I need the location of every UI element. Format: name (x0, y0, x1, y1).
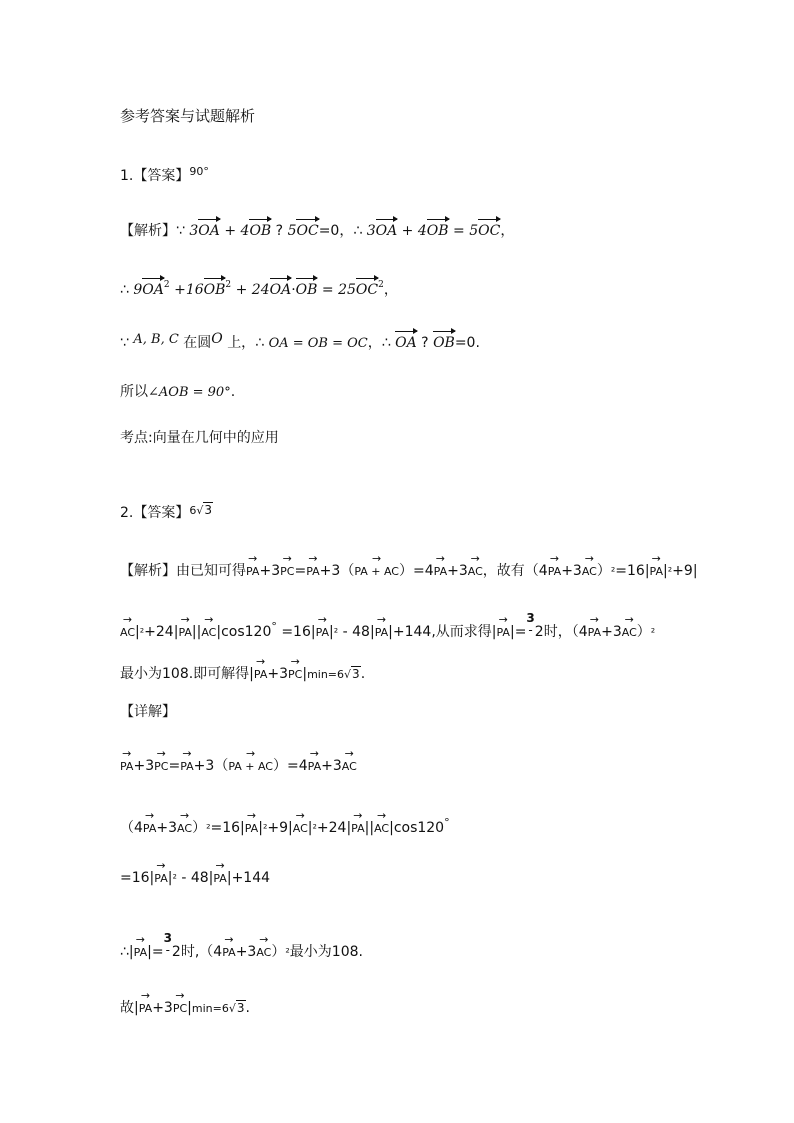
q1-analysis-line3: ∵ A, B, C 在圆O 上，∴ OA = OB = OC，∴ OA ? OB=0. (120, 331, 480, 351)
q2-final: 故|→ PA+3→ PC|min=6√3. (120, 998, 250, 1019)
vector-ob: OB (249, 219, 271, 241)
q1-conclusion: 所以∠AOB = 90°. (120, 384, 236, 400)
q1-kaodian: 考点:向量在几何中的应用 (120, 430, 279, 446)
q2-answer-line: 2.【答案】$^{6√}$3 (120, 503, 213, 521)
vector-oa: OA (198, 219, 220, 241)
page-title: 参考答案与试题解析 (120, 107, 256, 125)
q2-analysis-line1: 【解析】由已知可得→ PA+3→ PC=→ PA+3（→ PA + AC）=4→ PA+3→ AC，故有（4→ PA+3→ AC）²=16|→ PA|²+9| (120, 561, 698, 582)
q2-xiangjie: 【详解】 (120, 704, 176, 720)
q1-answer-line: 1.【答案】$^{90^\circ}$ (120, 165, 209, 184)
q2-detail-line3: =16|→ PA|² - 48|→ PA|+144 (120, 868, 270, 889)
q1-answer-value: 90° (189, 165, 209, 178)
vector-oc: OC (296, 219, 318, 241)
q2-analysis-line2: → AC|²+24|→ PA||→ AC|cos120° =16|→ PA|² - 48|→ PA|+144,从而求得|→ PA|= 3 - 2时，（4→ PA+3→ AC）² (120, 617, 655, 644)
q2-detail-line1: → PA+3→ PC=→ PA+3（→ PA + AC）=4→ PA+3→ AC (120, 756, 357, 777)
q2-detail-line2: （4→ PA+3→ AC）²=16|→ PA|²+9|→ AC|²+24|→ PA||→ AC|cos120° (120, 813, 450, 839)
q2-detail-line4: ∴|→ PA|= 3 - 2时,（4→ PA+3→ AC）²最小为108. (120, 940, 363, 964)
q2-analysis-line3: 最小为108.即可解得|→ PA+3→ PC|min=6√3. (120, 664, 365, 685)
q1-analysis-line2: ∴ $9OA^2 +16OB^2 + 24OA\cdot OB = 25OC^2$， (120, 280, 398, 298)
q1-analysis-line1: 【解析】∵ 3OA + 4OB ? 5OC=0，∴ 3OA + 4OB = 5OC， (120, 219, 514, 241)
